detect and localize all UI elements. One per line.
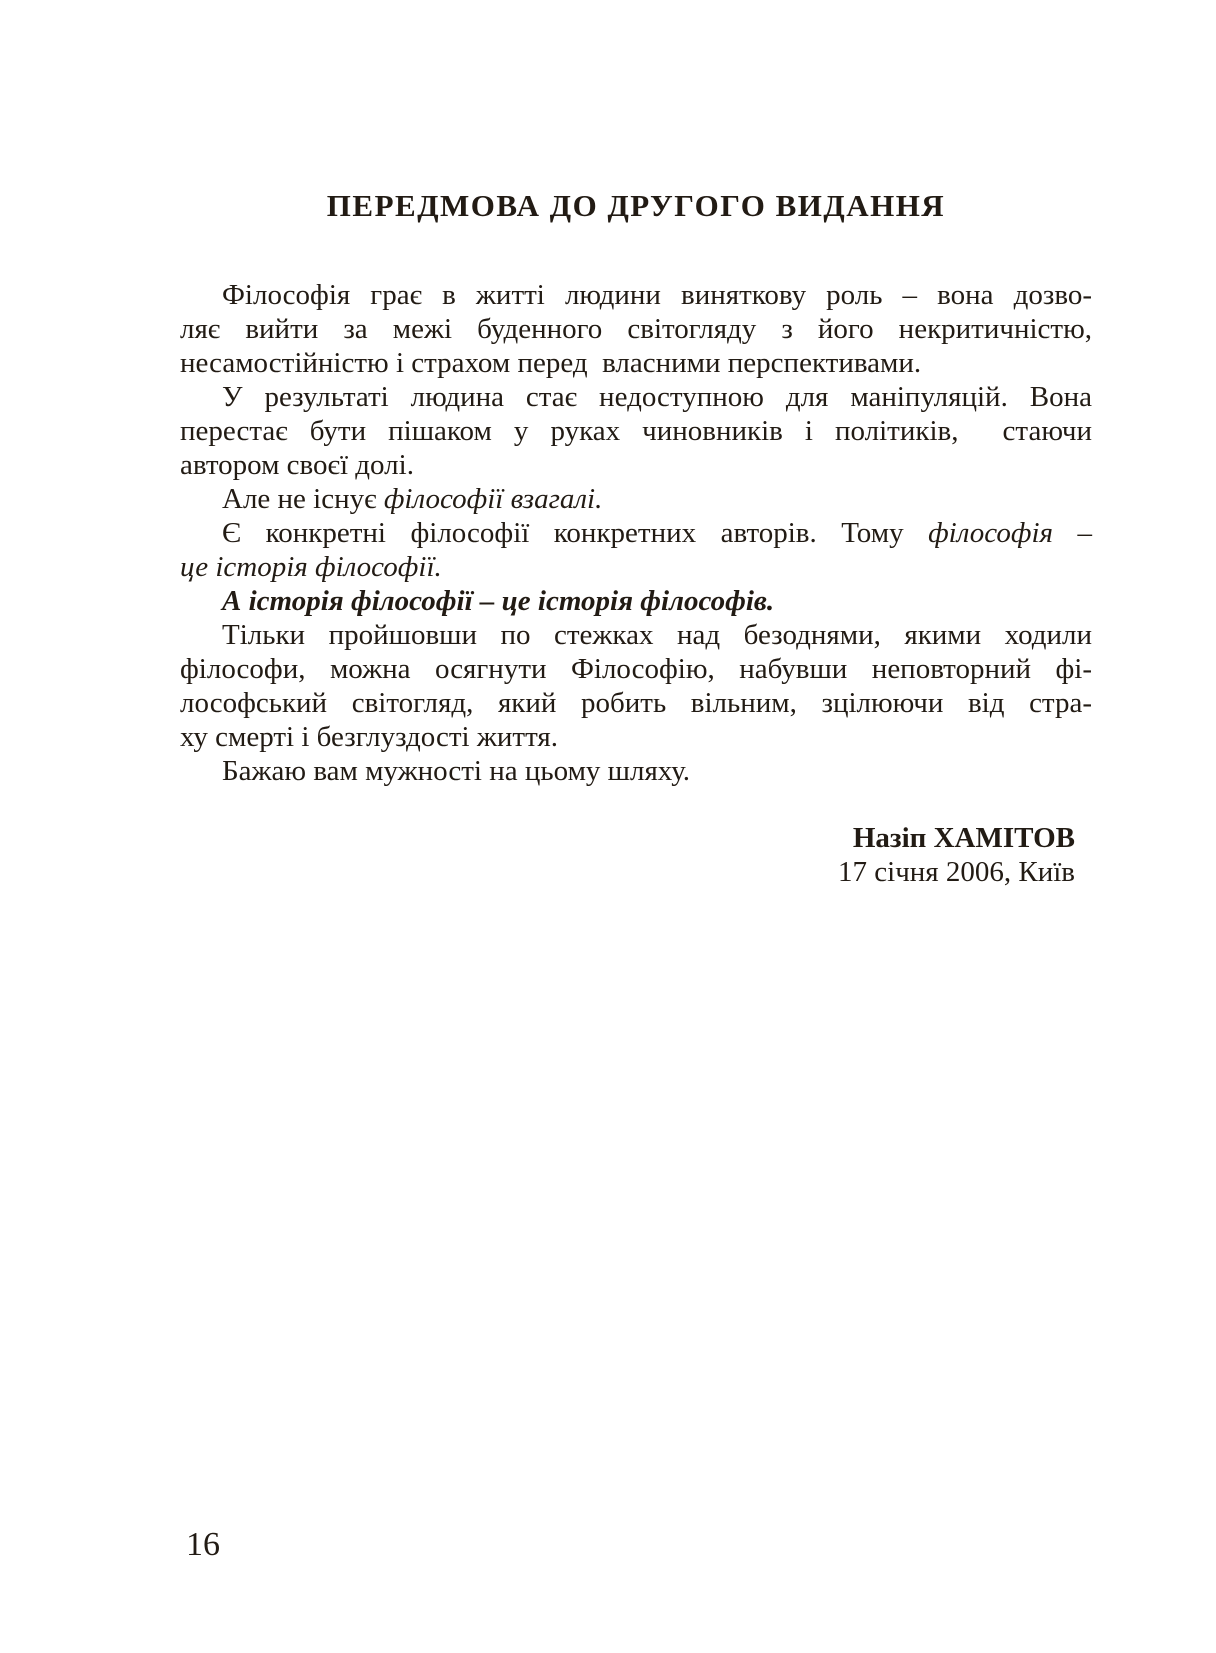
text-segment: Філософія грає в житті людини виняткову роль – вона дозво-: [222, 279, 1092, 311]
text-line: [180, 346, 1092, 380]
text-line: [180, 618, 1092, 652]
paragraph: [180, 278, 1092, 380]
text-segment: Але не існує: [222, 483, 384, 515]
text-line: [180, 448, 1092, 482]
text-segment: несамостійністю і страхом перед власними перспективами.: [180, 347, 922, 379]
text-line: [180, 482, 1092, 516]
page-number: 16: [186, 1526, 220, 1563]
text-line: [180, 584, 1092, 618]
text-segment: філософія –: [928, 517, 1092, 549]
signature-author: Назіп ХАМІТОВ: [852, 822, 1075, 854]
text-line: [180, 754, 1092, 788]
signature-date-place: 17 січня 2006, Київ: [838, 856, 1075, 888]
text-segment: лософський світогляд, який робить вільним, зцілюючи від стра-: [180, 687, 1092, 719]
text-segment: Бажаю вам мужності на цьому шляху.: [222, 755, 691, 787]
text-line: [180, 550, 1092, 584]
paragraph: [180, 754, 1092, 788]
text-line: [180, 652, 1092, 686]
text-line: [180, 516, 1092, 550]
text-segment: У результаті людина стає недоступною для маніпуляцій. Вона: [222, 381, 1092, 413]
paragraph: [180, 618, 1092, 754]
text-segment: А історія філософії – це історія філософів.: [222, 585, 775, 617]
paragraph: [180, 584, 1092, 618]
text-segment: Є конкретні філософії конкретних авторів. Тому: [222, 517, 929, 549]
text-line: [180, 720, 1092, 754]
text-line: [180, 278, 1092, 312]
text-line: [180, 686, 1092, 720]
text-segment: ху смерті і безглуздості життя.: [180, 721, 558, 753]
paragraph: [180, 516, 1092, 584]
body-text: [180, 278, 1092, 788]
page-title: ПЕРЕДМОВА ДО ДРУГОГО ВИДАННЯ: [326, 188, 946, 223]
paragraph: [180, 482, 1092, 516]
text-line: [180, 380, 1092, 414]
text-line: [180, 312, 1092, 346]
text-segment: перестає бути пішаком у руках чиновників і політиків, стаючи: [180, 415, 1092, 447]
text-segment: це історія філософії.: [180, 551, 442, 583]
text-segment: ляє вийти за межі буденного світогляду з його некритичністю,: [180, 313, 1092, 345]
paragraph: [180, 380, 1092, 482]
text-line: [180, 414, 1092, 448]
text-segment: Тільки пройшовши по стежках над безоднями, якими ходили: [222, 619, 1092, 651]
text-segment: філософії взагалі.: [383, 483, 603, 515]
text-segment: автором своєї долі.: [180, 449, 414, 481]
signature-block: [180, 821, 1075, 889]
text-segment: філософи, можна осягнути Філософію, набувши неповторний фі-: [180, 653, 1092, 685]
